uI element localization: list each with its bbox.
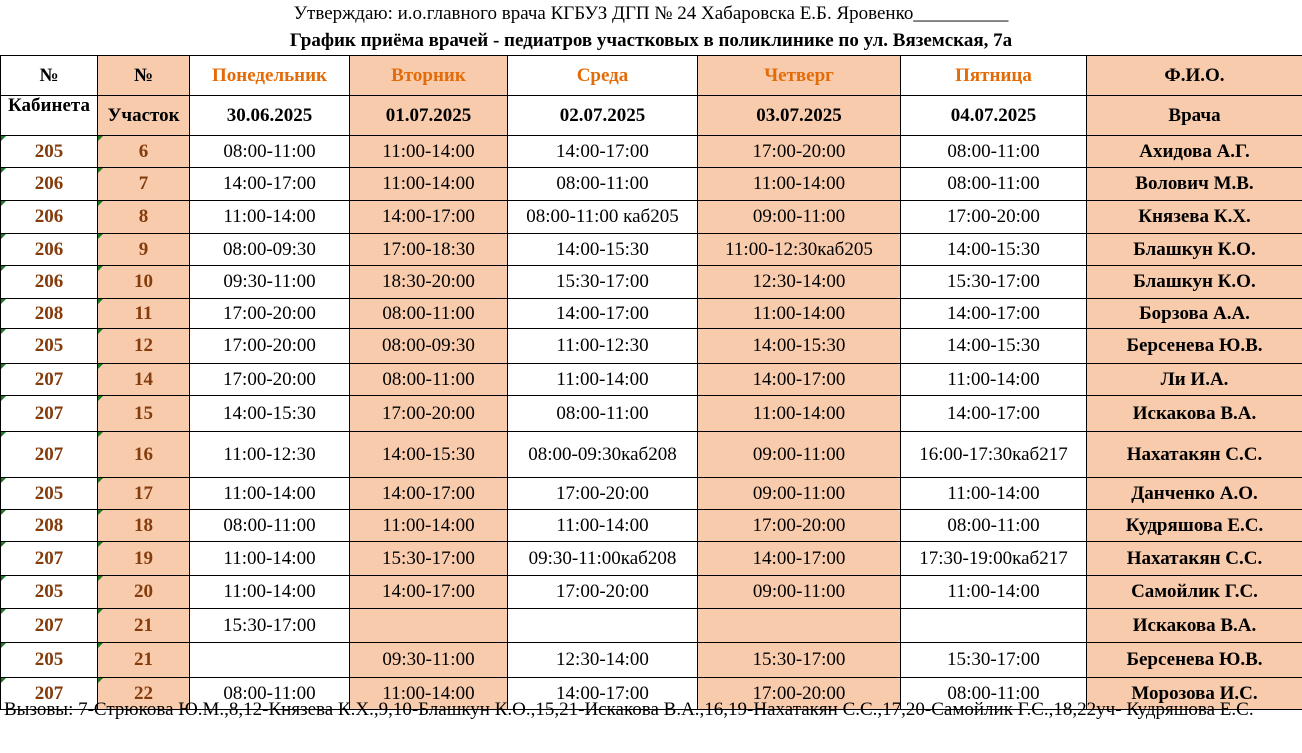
doctor-cell: Искакова В.А. [1087, 396, 1302, 432]
fri-cell: 17:30-19:00каб217 [901, 542, 1087, 576]
doctor-cell: Кудряшова Е.С. [1087, 510, 1302, 542]
cabinet-cell: 207 [1, 432, 98, 478]
thu-cell: 11:00-14:00 [698, 299, 901, 329]
wed-cell: 14:00-15:30 [508, 234, 698, 266]
tue-cell: 11:00-14:00 [350, 136, 508, 168]
tue-cell: 11:00-14:00 [350, 678, 508, 710]
doctor-cell: Морозова И.С. [1087, 678, 1302, 710]
mon-cell: 09:30-11:00 [190, 266, 350, 299]
cabinet-cell: 206 [1, 234, 98, 266]
wed-cell: 17:00-20:00 [508, 478, 698, 510]
doctor-cell: Нахатакян С.С. [1087, 432, 1302, 478]
tue-cell: 17:00-18:30 [350, 234, 508, 266]
date-fri: 04.07.2025 [901, 96, 1087, 136]
col-uchastok-subheader: Участок [98, 96, 190, 136]
fri-cell: 14:00-15:30 [901, 329, 1087, 364]
thu-cell: 14:00-17:00 [698, 542, 901, 576]
doctor-cell: Ахидова А.Г. [1087, 136, 1302, 168]
table-row [1, 510, 1302, 542]
thu-cell: 09:00-11:00 [698, 201, 901, 234]
header-row-days [1, 56, 1302, 96]
fri-cell: 08:00-11:00 [901, 136, 1087, 168]
table-row [1, 201, 1302, 234]
fri-cell: 16:00-17:30каб217 [901, 432, 1087, 478]
wed-cell: 15:30-17:00 [508, 266, 698, 299]
table-row [1, 329, 1302, 364]
tue-cell [350, 609, 508, 643]
fri-cell: 08:00-11:00 [901, 678, 1087, 710]
uchastok-cell: 17 [98, 478, 190, 510]
approval-line: Утверждаю: и.о.главного врача КГБУЗ ДГП № 24 Хабаровска Е.Б. Яровенко__________ [293, 3, 1009, 24]
tue-cell: 14:00-15:30 [350, 432, 508, 478]
thu-cell: 17:00-20:00 [698, 136, 901, 168]
thu-cell: 14:00-15:30 [698, 329, 901, 364]
doctor-cell: Берсенева Ю.В. [1087, 643, 1302, 678]
day-header-tue: Вторник [350, 56, 508, 96]
doctor-cell: Нахатакян С.С. [1087, 542, 1302, 576]
tue-cell: 18:30-20:00 [350, 266, 508, 299]
thu-cell: 09:00-11:00 [698, 576, 901, 609]
mon-cell: 08:00-11:00 [190, 136, 350, 168]
doctor-cell: Блашкун К.О. [1087, 234, 1302, 266]
wed-cell [508, 609, 698, 643]
table-row [1, 542, 1302, 576]
mon-cell: 11:00-14:00 [190, 576, 350, 609]
mon-cell: 17:00-20:00 [190, 299, 350, 329]
wed-cell: 12:30-14:00 [508, 643, 698, 678]
date-thu: 03.07.2025 [698, 96, 901, 136]
col-uchastok-header: № [98, 56, 190, 96]
tue-cell: 14:00-17:00 [350, 478, 508, 510]
thu-cell: 11:00-12:30каб205 [698, 234, 901, 266]
table-row [1, 136, 1302, 168]
wed-cell: 14:00-17:00 [508, 678, 698, 710]
mon-cell: 08:00-11:00 [190, 678, 350, 710]
wed-cell: 09:30-11:00каб208 [508, 542, 698, 576]
tue-cell: 11:00-14:00 [350, 168, 508, 201]
thu-cell: 17:00-20:00 [698, 510, 901, 542]
table-row [1, 643, 1302, 678]
uchastok-cell: 14 [98, 364, 190, 396]
fri-cell: 11:00-14:00 [901, 576, 1087, 609]
fri-cell: 08:00-11:00 [901, 510, 1087, 542]
table-row [1, 234, 1302, 266]
table-row [1, 364, 1302, 396]
mon-cell: 11:00-14:00 [190, 478, 350, 510]
tue-cell: 11:00-14:00 [350, 510, 508, 542]
fri-cell: 15:30-17:00 [901, 643, 1087, 678]
cabinet-cell: 208 [1, 510, 98, 542]
mon-cell [190, 643, 350, 678]
uchastok-cell: 16 [98, 432, 190, 478]
day-header-thu: Четверг [698, 56, 901, 96]
col-cabinet-header: № [1, 56, 98, 96]
schedule-title: График приёма врачей - педиатров участковых в поликлинике по ул. Вяземская, 7а [289, 30, 1013, 51]
thu-cell: 11:00-14:00 [698, 396, 901, 432]
mon-cell: 08:00-09:30 [190, 234, 350, 266]
mon-cell: 11:00-14:00 [190, 201, 350, 234]
fri-cell: 14:00-17:00 [901, 396, 1087, 432]
cabinet-cell: 206 [1, 168, 98, 201]
wed-cell: 08:00-11:00 [508, 396, 698, 432]
wed-cell: 08:00-11:00 [508, 168, 698, 201]
doctor-cell: Волович М.В. [1087, 168, 1302, 201]
wed-cell: 11:00-14:00 [508, 510, 698, 542]
thu-cell: 14:00-17:00 [698, 364, 901, 396]
date-mon: 30.06.2025 [190, 96, 350, 136]
table-row [1, 478, 1302, 510]
cabinet-cell: 207 [1, 364, 98, 396]
doctor-cell: Данченко А.О. [1087, 478, 1302, 510]
cabinet-cell: 208 [1, 299, 98, 329]
uchastok-cell: 15 [98, 396, 190, 432]
cabinet-cell: 207 [1, 678, 98, 710]
thu-cell: 09:00-11:00 [698, 478, 901, 510]
tue-cell: 08:00-11:00 [350, 299, 508, 329]
doctor-cell: Искакова В.А. [1087, 609, 1302, 643]
thu-cell: 17:00-20:00 [698, 678, 901, 710]
cabinet-cell: 207 [1, 396, 98, 432]
cabinet-cell: 206 [1, 266, 98, 299]
wed-cell: 14:00-17:00 [508, 136, 698, 168]
fri-cell: 11:00-14:00 [901, 478, 1087, 510]
fri-cell: 14:00-15:30 [901, 234, 1087, 266]
doctor-cell: Блашкун К.О. [1087, 266, 1302, 299]
table-row [1, 609, 1302, 643]
mon-cell: 11:00-12:30 [190, 432, 350, 478]
doctor-cell: Берсенева Ю.В. [1087, 329, 1302, 364]
col-cabinet-subheader: Кабинета [1, 96, 98, 136]
fri-cell: 15:30-17:00 [901, 266, 1087, 299]
fri-cell [901, 609, 1087, 643]
cabinet-cell: 205 [1, 136, 98, 168]
uchastok-cell: 6 [98, 136, 190, 168]
fri-cell: 08:00-11:00 [901, 168, 1087, 201]
mon-cell: 17:00-20:00 [190, 329, 350, 364]
thu-cell: 12:30-14:00 [698, 266, 901, 299]
fri-cell: 17:00-20:00 [901, 201, 1087, 234]
uchastok-cell: 8 [98, 201, 190, 234]
table-row [1, 266, 1302, 299]
fri-cell: 11:00-14:00 [901, 364, 1087, 396]
doctor-cell: Ли И.А. [1087, 364, 1302, 396]
schedule-table [0, 55, 1302, 710]
cabinet-cell: 205 [1, 643, 98, 678]
uchastok-cell: 19 [98, 542, 190, 576]
thu-cell: 15:30-17:00 [698, 643, 901, 678]
uchastok-cell: 11 [98, 299, 190, 329]
cabinet-cell: 207 [1, 542, 98, 576]
doctor-cell: Самойлик Г.С. [1087, 576, 1302, 609]
uchastok-cell: 21 [98, 609, 190, 643]
thu-cell [698, 609, 901, 643]
wed-cell: 08:00-09:30каб208 [508, 432, 698, 478]
thu-cell: 11:00-14:00 [698, 168, 901, 201]
uchastok-cell: 12 [98, 329, 190, 364]
header-row-dates [1, 96, 1302, 136]
mon-cell: 14:00-17:00 [190, 168, 350, 201]
day-header-fri: Пятница [901, 56, 1087, 96]
table-row [1, 396, 1302, 432]
uchastok-cell: 9 [98, 234, 190, 266]
day-header-wed: Среда [508, 56, 698, 96]
mon-cell: 11:00-14:00 [190, 542, 350, 576]
col-fio-header: Ф.И.О. [1087, 56, 1302, 96]
date-tue: 01.07.2025 [350, 96, 508, 136]
tue-cell: 14:00-17:00 [350, 201, 508, 234]
uchastok-cell: 22 [98, 678, 190, 710]
tue-cell: 08:00-09:30 [350, 329, 508, 364]
tue-cell: 08:00-11:00 [350, 364, 508, 396]
wed-cell: 17:00-20:00 [508, 576, 698, 609]
tue-cell: 14:00-17:00 [350, 576, 508, 609]
calls-footnote: Вызовы: 7-Стрюкова Ю.М.,8,12-Князева К.Х.,9,10-Блашкун К.О.,15,21-Искакова В.А.,16,19-Нахатакян С.С.,17,20-Самойлик Г.С.,18,22уч- Кудряшова Е.С. [4, 699, 1254, 720]
col-fio-subheader: Врача [1087, 96, 1302, 136]
cabinet-cell: 207 [1, 609, 98, 643]
tue-cell: 15:30-17:00 [350, 542, 508, 576]
uchastok-cell: 10 [98, 266, 190, 299]
table-row [1, 432, 1302, 478]
uchastok-cell: 18 [98, 510, 190, 542]
mon-cell: 08:00-11:00 [190, 510, 350, 542]
uchastok-cell: 7 [98, 168, 190, 201]
wed-cell: 08:00-11:00 каб205 [508, 201, 698, 234]
fri-cell: 14:00-17:00 [901, 299, 1087, 329]
date-wed: 02.07.2025 [508, 96, 698, 136]
mon-cell: 14:00-15:30 [190, 396, 350, 432]
table-row [1, 299, 1302, 329]
tue-cell: 09:30-11:00 [350, 643, 508, 678]
tue-cell: 17:00-20:00 [350, 396, 508, 432]
thu-cell: 09:00-11:00 [698, 432, 901, 478]
doctor-cell: Борзова А.А. [1087, 299, 1302, 329]
mon-cell: 15:30-17:00 [190, 609, 350, 643]
wed-cell: 14:00-17:00 [508, 299, 698, 329]
table-row [1, 168, 1302, 201]
doctor-cell: Князева К.Х. [1087, 201, 1302, 234]
cabinet-cell: 205 [1, 576, 98, 609]
cabinet-cell: 205 [1, 478, 98, 510]
uchastok-cell: 20 [98, 576, 190, 609]
table-row [1, 576, 1302, 609]
day-header-mon: Понедельник [190, 56, 350, 96]
uchastok-cell: 21 [98, 643, 190, 678]
wed-cell: 11:00-14:00 [508, 364, 698, 396]
mon-cell: 17:00-20:00 [190, 364, 350, 396]
cabinet-cell: 205 [1, 329, 98, 364]
cabinet-cell: 206 [1, 201, 98, 234]
wed-cell: 11:00-12:30 [508, 329, 698, 364]
